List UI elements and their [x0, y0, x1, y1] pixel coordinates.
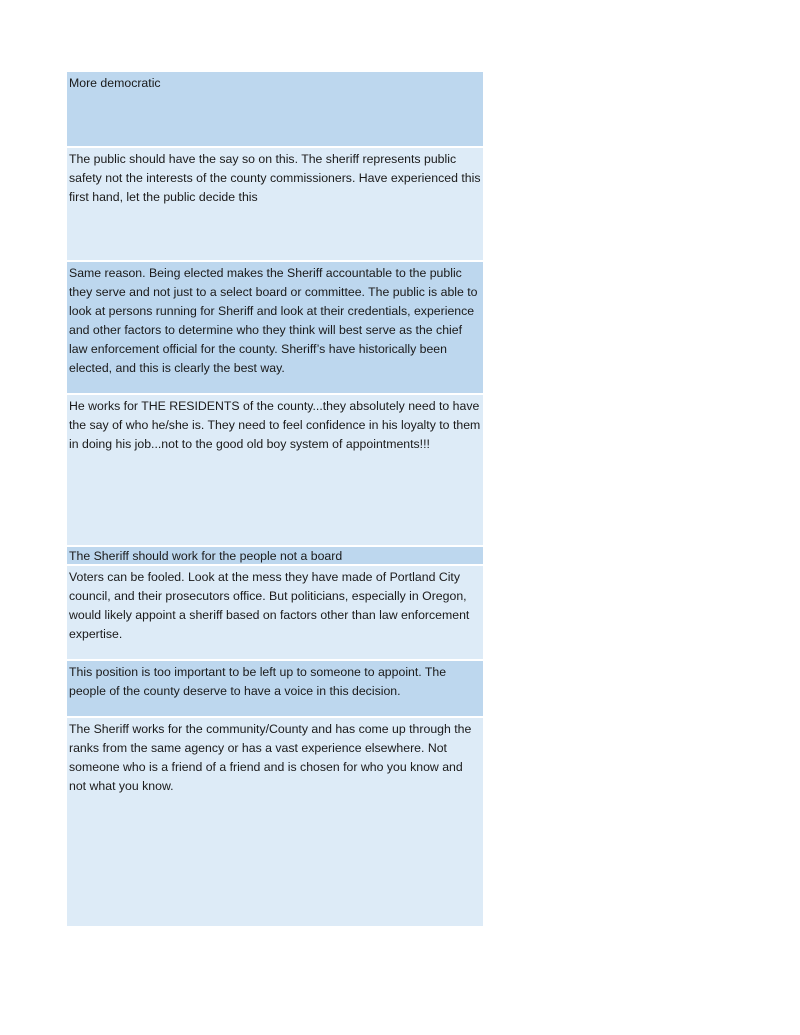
response-row: The Sheriff works for the community/County and has come up through the ranks from the same agency or has a vast experience elsewhere. Not someone who is a friend of a friend and is chosen for who you know and not what you know. [67, 718, 483, 926]
response-table [67, 72, 483, 926]
response-row: Same reason. Being elected makes the Sheriff accountable to the public they serve and not just to a select board or committee. The public is able to look at persons running for Sheriff and look at their credentials, experience and other factors to determine who they think will best serve as the chief law enforcement official for the county. Sheriff’s have historically been elected, and this is clearly the best way. [67, 262, 483, 395]
response-row: This position is too important to be left up to someone to appoint. The people of the county deserve to have a voice in this decision. [67, 661, 483, 718]
response-row: He works for THE RESIDENTS of the county...they absolutely need to have the say of who he/she is. They need to feel confidence in his loyalty to them in doing his job...not to the good old boy system of appointments!!! [67, 395, 483, 547]
response-row: More democratic [67, 72, 483, 148]
response-row: The Sheriff should work for the people not a board [67, 547, 483, 566]
response-row: Voters can be fooled. Look at the mess they have made of Portland City council, and their prosecutors office. But politicians, especially in Oregon, would likely appoint a sheriff based on factors other than law enforcement expertise. [67, 566, 483, 661]
response-row: The public should have the say so on this. The sheriff represents public safety not the interests of the county commissioners. Have experienced this first hand, let the public decide this [67, 148, 483, 262]
